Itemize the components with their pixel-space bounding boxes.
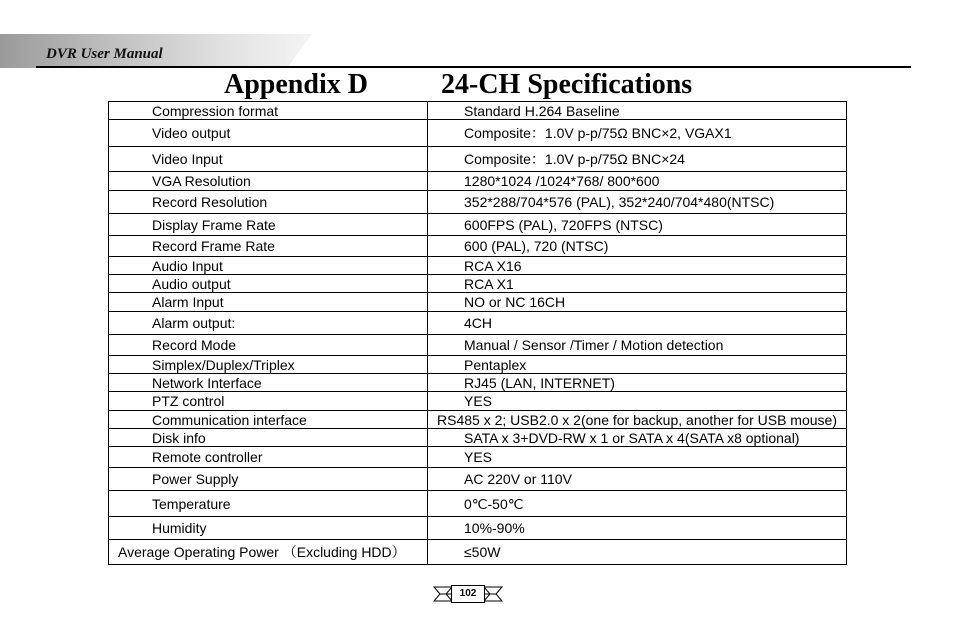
spec-label: Power Supply	[109, 468, 428, 491]
spec-value: YES	[428, 447, 847, 468]
table-row	[109, 257, 847, 275]
spec-label: Communication interface	[109, 411, 428, 429]
spec-label: Record Mode	[109, 335, 428, 356]
spec-value: Manual / Sensor /Timer / Motion detection	[428, 335, 847, 356]
table-row	[109, 236, 847, 257]
table-row	[109, 312, 847, 335]
table-row	[109, 411, 847, 429]
spec-value: Standard H.264 Baseline	[428, 102, 847, 120]
spec-value: RS485 x 2; USB2.0 x 2(one for backup, another for USB mouse)	[428, 411, 847, 429]
table-row	[109, 540, 847, 565]
table-row	[109, 517, 847, 540]
spec-label: Alarm output:	[109, 312, 428, 335]
spec-value: Composite：1.0V p-p/75Ω BNC×2, VGAX1	[428, 120, 847, 147]
page-number: 102	[451, 585, 485, 603]
spec-value: 600 (PAL), 720 (NTSC)	[428, 236, 847, 257]
table-row	[109, 374, 847, 392]
spec-value: 0℃-50℃	[428, 491, 847, 517]
table-row	[109, 147, 847, 172]
spec-label: Display Frame Rate	[109, 214, 428, 236]
table-row	[109, 293, 847, 312]
spec-label: Humidity	[109, 517, 428, 540]
spec-value: AC 220V or 110V	[428, 468, 847, 491]
table-row	[109, 275, 847, 293]
spec-label: Disk info	[109, 429, 428, 447]
spec-label: VGA Resolution	[109, 172, 428, 191]
spec-value: RCA X1	[428, 275, 847, 293]
spec-value: ≤50W	[428, 540, 847, 565]
spec-value: SATA x 3+DVD-RW x 1 or SATA x 4(SATA x8 optional)	[428, 429, 847, 447]
spec-label: Simplex/Duplex/Triplex	[109, 356, 428, 374]
appendix-title: Appendix D	[224, 69, 368, 100]
spec-label: Record Frame Rate	[109, 236, 428, 257]
table-row	[109, 102, 847, 120]
spec-label: Alarm Input	[109, 293, 428, 312]
spec-label: Average Operating Power （Excluding HDD）	[109, 540, 428, 565]
table-row	[109, 214, 847, 236]
table-row	[109, 356, 847, 374]
spec-value: RJ45 (LAN, INTERNET)	[428, 374, 847, 392]
spec-value: 352*288/704*576 (PAL), 352*240/704*480(NTSC)	[428, 191, 847, 214]
spec-value: Pentaplex	[428, 356, 847, 374]
specifications-title: 24-CH Specifications	[441, 69, 693, 100]
spec-value: 1280*1024 /1024*768/ 800*600	[428, 172, 847, 191]
spec-label: Video Input	[109, 147, 428, 172]
table-row	[109, 468, 847, 491]
spec-label: Temperature	[109, 491, 428, 517]
spec-label: PTZ control	[109, 392, 428, 411]
table-row	[109, 191, 847, 214]
table-row	[109, 491, 847, 517]
table-row	[109, 172, 847, 191]
manual-title: DVR User Manual	[46, 46, 163, 62]
spec-label: Compression format	[109, 102, 428, 120]
spec-label: Remote controller	[109, 447, 428, 468]
specifications-table	[108, 101, 847, 565]
table-row	[109, 335, 847, 356]
spec-value: YES	[428, 392, 847, 411]
spec-value: 10%-90%	[428, 517, 847, 540]
table-row	[109, 120, 847, 147]
spec-label: Record Resolution	[109, 191, 428, 214]
spec-value: 4CH	[428, 312, 847, 335]
table-row	[109, 392, 847, 411]
spec-label: Video output	[109, 120, 428, 147]
spec-value: RCA X16	[428, 257, 847, 275]
spec-value: NO or NC 16CH	[428, 293, 847, 312]
spec-label: Audio output	[109, 275, 428, 293]
spec-label: Network Interface	[109, 374, 428, 392]
spec-label: Audio Input	[109, 257, 428, 275]
spec-value: 600FPS (PAL), 720FPS (NTSC)	[428, 214, 847, 236]
table-row	[109, 447, 847, 468]
table-row	[109, 429, 847, 447]
spec-value: Composite：1.0V p-p/75Ω BNC×24	[428, 147, 847, 172]
